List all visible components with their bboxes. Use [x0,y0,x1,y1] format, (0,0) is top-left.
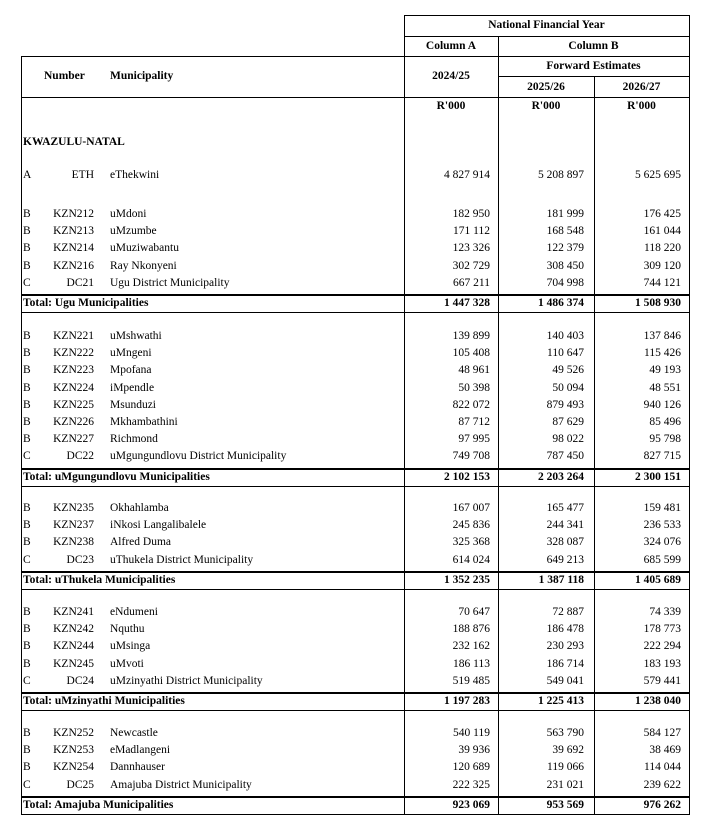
allocation-value: 787 450 [546,450,584,463]
municipality-category: B [23,657,31,670]
municipality-name: Amajuba District Municipality [110,778,252,791]
municipality-name: Ray Nkonyeni [110,259,177,272]
total-value: 1 238 040 [635,695,681,707]
allocation-value: 584 127 [643,727,681,739]
municipality-category: B [23,623,31,636]
allocation-value: 118 220 [644,242,681,255]
municipality-name: uMuziwabantu [110,242,179,255]
allocation-value: 87 712 [458,416,490,428]
allocation-value: 49 193 [649,364,681,377]
allocation-value: 95 798 [649,433,681,446]
allocation-value: 140 403 [546,330,584,342]
municipality-name: eMadlangeni [110,744,171,757]
municipality-name: uThukela District Municipality [110,553,254,566]
allocation-value: 48 551 [649,381,681,394]
municipality-name: Ugu District Municipality [110,276,230,289]
municipality-name: Newcastle [110,727,158,739]
municipality-category: B [23,536,31,549]
municipality-category: B [23,364,31,377]
allocation-value: 39 936 [458,744,490,757]
municipality-category: C [23,450,31,463]
municipality-name: Dannhauser [110,761,165,774]
municipality-code: KZN226 [53,416,94,428]
municipality-category: B [23,433,31,446]
total-value: 2 203 264 [538,471,584,483]
allocation-value: 49 526 [552,364,584,377]
allocation-value: 519 485 [452,674,490,687]
municipality-code: KZN244 [53,640,94,653]
province-heading: KWAZULU-NATAL [23,136,125,148]
allocation-value: 97 995 [458,433,490,446]
allocation-value: 165 477 [546,502,584,514]
allocation-value: 110 647 [547,347,584,360]
municipality-name: uMzinyathi District Municipality [110,674,263,687]
municipality-name: iMpendle [110,381,155,394]
allocation-value: 114 044 [644,761,681,774]
allocation-value: 704 998 [546,276,584,289]
municipality-category: A [23,169,32,181]
allocation-value: 176 425 [643,208,681,220]
allocation-value: 324 076 [643,536,681,549]
municipality-name: Alfred Duma [110,536,171,549]
total-label: Total: uMzinyathi Municipalities [23,695,185,707]
municipality-code: KZN253 [53,744,94,757]
allocation-value: 186 478 [546,623,584,636]
total-value: 1 352 235 [444,574,490,586]
allocation-value: 685 599 [643,553,681,566]
municipality-code: KZN216 [53,259,94,272]
allocation-value: 236 533 [643,519,681,532]
municipality-code: KZN224 [53,381,94,394]
allocation-value: 72 887 [552,606,584,618]
total-bottom-rule [21,814,689,815]
total-value: 1 447 328 [444,297,490,309]
allocation-value: 649 213 [546,553,584,566]
total-label: Total: Ugu Municipalities [23,297,149,309]
municipality-name: Richmond [110,433,158,446]
allocation-value: 579 441 [643,674,681,687]
municipality-name: iNkosi Langalibalele [110,519,207,532]
municipality-name: uMvoti [110,657,144,670]
municipality-category: B [23,640,31,653]
municipality-code: DC22 [66,450,94,463]
year-heading-2024: 2024/25 [432,70,470,82]
left-border [21,56,22,815]
allocation-value: 231 021 [546,778,584,791]
unit-label: R'000 [531,100,561,112]
total-value: 953 569 [546,799,584,811]
total-label: Total: Amajuba Municipalities [23,799,174,811]
total-bottom-rule [21,710,689,711]
allocation-value: 168 548 [546,225,584,238]
total-bottom-rule [21,312,689,313]
total-label: Total: uMgungundlovu Municipalities [23,471,210,483]
municipality-code: KZN242 [53,623,94,636]
allocation-value: 230 293 [546,640,584,653]
allocation-value: 302 729 [452,259,490,272]
allocation-value: 822 072 [452,398,490,411]
allocation-value: 186 113 [453,657,490,670]
total-value: 1 225 413 [538,695,584,707]
municipality-category: B [23,502,31,514]
allocation-value: 120 689 [452,761,490,774]
allocation-value: 239 622 [643,778,681,791]
municipality-name: Mkhambathini [110,416,178,428]
allocation-value: 105 408 [452,347,490,360]
municipality-code: DC21 [66,276,94,289]
year-heading-2026: 2026/27 [622,81,661,93]
allocation-value: 549 041 [546,674,584,687]
municipality-code: DC23 [66,553,94,566]
municipality-category: B [23,330,31,342]
allocation-value: 188 876 [452,623,490,636]
municipality-category: B [23,208,31,220]
allocation-value: 123 326 [452,242,490,255]
total-value: 923 069 [452,799,490,811]
municipality-name: Mpofana [110,364,152,377]
municipality-code: KZN241 [53,606,94,618]
municipality-code: KZN237 [53,519,94,532]
allocation-value: 74 339 [649,606,681,618]
total-value: 1 486 374 [538,297,584,309]
allocation-value: 540 119 [453,727,490,739]
unit-label: R'000 [436,100,466,112]
municipality-category: C [23,276,31,289]
allocation-value: 98 022 [552,433,584,446]
allocation-value: 940 126 [643,398,681,411]
allocation-value: 245 836 [452,519,490,532]
municipality-category: C [23,674,31,687]
municipality-category: C [23,553,31,566]
municipality-code: DC24 [66,674,94,687]
total-bottom-rule [21,589,689,590]
allocation-value: 178 773 [643,623,681,636]
allocation-value: 171 112 [453,225,490,238]
number-heading: Number [44,70,85,82]
allocation-value: 4 827 914 [444,169,490,181]
municipality-name: uMngeni [110,347,152,360]
allocation-value: 614 024 [452,553,490,566]
municipality-name: uMshwathi [110,330,162,342]
allocation-value: 167 007 [452,502,490,514]
municipality-code: DC25 [66,778,94,791]
municipality-code: KZN214 [53,242,94,255]
municipality-category: B [23,347,31,360]
municipality-category: B [23,744,31,757]
allocation-value: 667 211 [453,276,490,289]
allocation-value: 139 899 [452,330,490,342]
allocation-value: 186 714 [546,657,584,670]
allocation-value: 122 379 [546,242,584,255]
unit-label: R'000 [627,100,656,112]
allocation-value: 161 044 [643,225,681,238]
municipality-code: KZN252 [53,727,94,739]
municipality-heading: Municipality [110,70,174,82]
allocation-value: 85 496 [649,416,681,428]
column-b-heading: Column B [568,40,619,52]
municipality-name: eNdumeni [110,606,158,618]
allocation-value: 38 469 [649,744,681,757]
municipality-code: KZN212 [53,208,94,220]
municipality-name: Msunduzi [110,398,156,411]
allocation-value: 328 087 [546,536,584,549]
allocation-value: 5 625 695 [635,169,681,181]
column-divider [689,15,690,815]
municipality-name: uMzumbe [110,225,157,238]
allocation-value: 39 692 [552,744,584,757]
allocation-value: 879 493 [546,398,584,411]
municipality-name: Okhahlamba [110,502,169,514]
municipality-code: KZN225 [53,398,94,411]
municipality-name: uMsinga [110,640,151,653]
allocation-value: 308 450 [546,259,584,272]
municipality-category: C [23,778,31,791]
municipality-name: eThekwini [110,169,160,181]
total-value: 2 102 153 [444,471,490,483]
header-rule [404,36,689,37]
allocation-value: 119 066 [547,761,584,774]
allocation-value: 222 325 [452,778,490,791]
municipality-code: KZN227 [53,433,94,446]
allocation-value: 232 162 [452,640,490,653]
municipality-category: B [23,225,31,238]
total-value: 1 508 930 [635,297,681,309]
allocation-value: 115 426 [644,347,681,360]
allocation-value: 5 208 897 [538,169,584,181]
municipality-code: KZN223 [53,364,94,377]
allocation-value: 563 790 [546,727,584,739]
municipality-code: KZN254 [53,761,94,774]
municipality-category: B [23,606,31,618]
national-financial-year-heading: National Financial Year [488,19,605,31]
municipality-category: B [23,761,31,774]
municipality-category: B [23,519,31,532]
allocation-value: 182 950 [452,208,490,220]
municipality-name: Nquthu [110,623,145,636]
allocation-value: 87 629 [552,416,584,428]
allocation-value: 50 398 [458,381,490,394]
municipality-code: KZN245 [53,657,94,670]
allocation-value: 70 647 [458,606,490,618]
allocation-value: 827 715 [643,450,681,463]
municipality-name: uMdoni [110,208,147,220]
municipality-name: uMgungundlovu District Municipality [110,450,287,463]
total-bottom-rule [21,486,689,487]
header-rule [21,97,689,98]
allocation-value: 181 999 [546,208,584,220]
header-top-rule [404,15,689,16]
allocation-value: 749 708 [452,450,490,463]
municipality-category: B [23,398,31,411]
allocation-value: 744 121 [643,276,681,289]
allocation-value: 137 846 [643,330,681,342]
allocation-value: 244 341 [546,519,584,532]
municipality-code: KZN238 [53,536,94,549]
total-value: 2 300 151 [635,471,681,483]
municipality-code: KZN235 [53,502,94,514]
municipality-code: KZN213 [53,225,94,238]
allocation-value: 48 961 [458,364,490,377]
municipality-code: KZN221 [53,330,94,342]
allocation-value: 50 094 [552,381,584,394]
column-a-heading: Column A [425,40,477,52]
municipality-code: KZN222 [53,347,94,360]
municipality-category: B [23,381,31,394]
total-value: 976 262 [643,799,681,811]
total-value: 1 405 689 [635,574,681,586]
municipality-category: B [23,727,31,739]
municipality-category: B [23,242,31,255]
municipality-category: B [23,259,31,272]
municipality-category: B [23,416,31,428]
allocation-value: 325 368 [452,536,490,549]
header-rule [21,56,689,57]
total-value: 1 387 118 [538,574,584,586]
total-label: Total: uThukela Municipalities [23,574,176,586]
year-heading-2025: 2025/26 [527,81,565,93]
forward-estimates-heading: Forward Estimates [546,60,641,72]
allocation-value: 159 481 [643,502,681,514]
allocation-value: 222 294 [643,640,681,653]
allocation-value: 183 193 [643,657,681,670]
municipality-code: ETH [71,169,94,181]
allocation-value: 309 120 [643,259,681,272]
total-value: 1 197 283 [444,695,490,707]
